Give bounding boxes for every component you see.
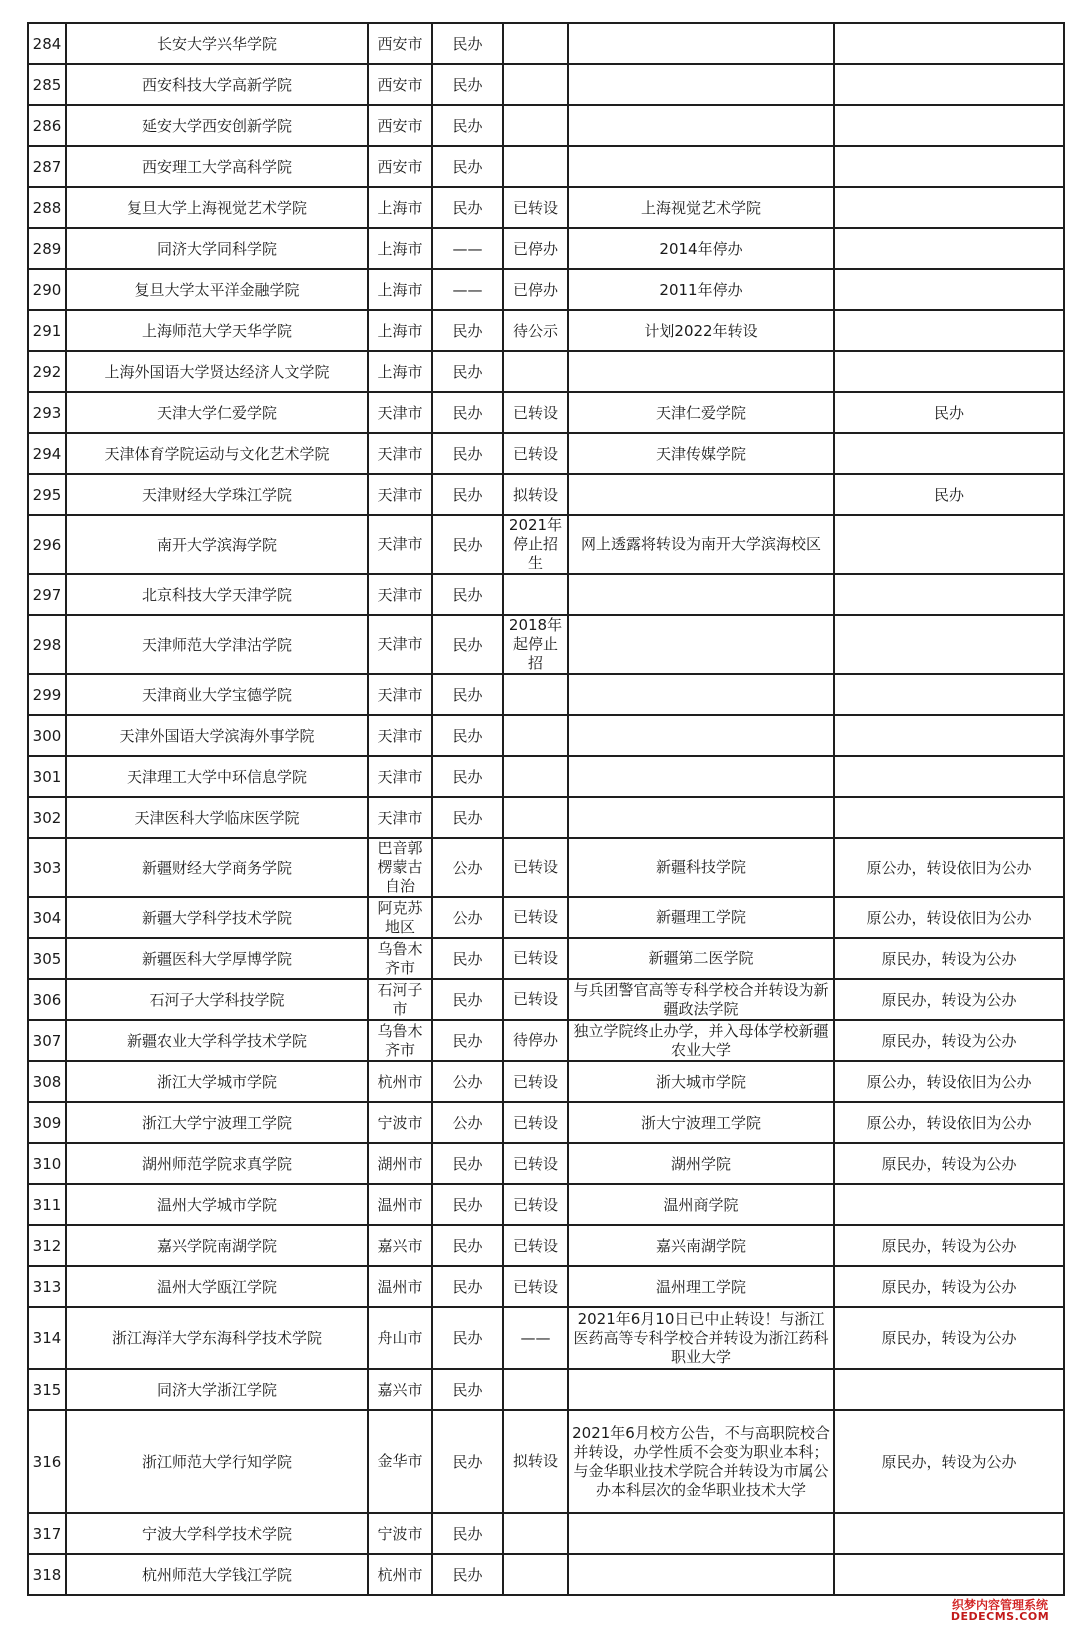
cell-no: 308 bbox=[28, 1061, 66, 1102]
cell-type: 民办 bbox=[432, 674, 503, 715]
cell-city: 天津市 bbox=[368, 574, 432, 615]
cell-status: 已转设 bbox=[503, 938, 568, 979]
table-row bbox=[28, 1184, 1064, 1225]
table-row bbox=[28, 1410, 1064, 1513]
table-row bbox=[28, 1307, 1064, 1369]
cell-nature bbox=[834, 1513, 1064, 1554]
cell-name: 同济大学同科学院 bbox=[66, 228, 368, 269]
cell-type: 民办 bbox=[432, 615, 503, 674]
cell-city: 阿克苏地区 bbox=[368, 897, 432, 938]
cell-city: 上海市 bbox=[368, 351, 432, 392]
cell-nature bbox=[834, 433, 1064, 474]
cell-city: 天津市 bbox=[368, 674, 432, 715]
cell-nature: 原公办，转设依旧为公办 bbox=[834, 838, 1064, 897]
cell-type: 民办 bbox=[432, 1554, 503, 1595]
cell-nature: 原民办，转设为公办 bbox=[834, 1307, 1064, 1369]
cell-nature bbox=[834, 715, 1064, 756]
cell-city: 金华市 bbox=[368, 1410, 432, 1513]
cell-nature bbox=[834, 1554, 1064, 1595]
cell-type: 民办 bbox=[432, 433, 503, 474]
table-row bbox=[28, 310, 1064, 351]
cell-city: 天津市 bbox=[368, 715, 432, 756]
table-row bbox=[28, 938, 1064, 979]
cell-note bbox=[568, 756, 834, 797]
table-row bbox=[28, 1513, 1064, 1554]
cell-note: 与兵团警官高等专科学校合并转设为新疆政法学院 bbox=[568, 979, 834, 1020]
cell-no: 287 bbox=[28, 146, 66, 187]
cell-no: 304 bbox=[28, 897, 66, 938]
cell-name: 天津商业大学宝德学院 bbox=[66, 674, 368, 715]
cell-no: 295 bbox=[28, 474, 66, 515]
cell-no: 316 bbox=[28, 1410, 66, 1513]
cell-type: 民办 bbox=[432, 64, 503, 105]
cell-note: 天津传媒学院 bbox=[568, 433, 834, 474]
cell-status: 已转设 bbox=[503, 838, 568, 897]
cell-note: 浙大城市学院 bbox=[568, 1061, 834, 1102]
cell-type: 民办 bbox=[432, 392, 503, 433]
cell-type: 民办 bbox=[432, 1410, 503, 1513]
table-row bbox=[28, 1369, 1064, 1410]
cell-name: 温州大学城市学院 bbox=[66, 1184, 368, 1225]
cell-city: 嘉兴市 bbox=[368, 1225, 432, 1266]
cell-no: 296 bbox=[28, 515, 66, 574]
cell-no: 297 bbox=[28, 574, 66, 615]
table-row bbox=[28, 1225, 1064, 1266]
cell-status bbox=[503, 715, 568, 756]
cell-name: 延安大学西安创新学院 bbox=[66, 105, 368, 146]
site-watermark bbox=[932, 1599, 1068, 1623]
cell-nature: 原民办，转设为公办 bbox=[834, 1225, 1064, 1266]
cell-name: 宁波大学科学技术学院 bbox=[66, 1513, 368, 1554]
cell-name: 新疆医科大学厚博学院 bbox=[66, 938, 368, 979]
cell-status bbox=[503, 351, 568, 392]
cell-city: 温州市 bbox=[368, 1266, 432, 1307]
cell-type: 民办 bbox=[432, 351, 503, 392]
cell-type: 民办 bbox=[432, 797, 503, 838]
cell-city: 上海市 bbox=[368, 310, 432, 351]
cell-city: 温州市 bbox=[368, 1184, 432, 1225]
cell-nature bbox=[834, 146, 1064, 187]
cell-city: 杭州市 bbox=[368, 1061, 432, 1102]
colleges-table bbox=[27, 22, 1065, 1596]
cell-nature bbox=[834, 105, 1064, 146]
table-row bbox=[28, 515, 1064, 574]
cell-nature bbox=[834, 351, 1064, 392]
cell-status: 已转设 bbox=[503, 1061, 568, 1102]
cell-city: 巴音郭楞蒙古自治 bbox=[368, 838, 432, 897]
watermark-en: DEDECMS.COM bbox=[950, 1610, 1050, 1624]
cell-no: 302 bbox=[28, 797, 66, 838]
cell-status bbox=[503, 64, 568, 105]
cell-type: 民办 bbox=[432, 1225, 503, 1266]
cell-type: 公办 bbox=[432, 838, 503, 897]
cell-type: —— bbox=[432, 269, 503, 310]
cell-name: 天津医科大学临床医学院 bbox=[66, 797, 368, 838]
cell-no: 317 bbox=[28, 1513, 66, 1554]
cell-city: 乌鲁木齐市 bbox=[368, 938, 432, 979]
cell-type: 民办 bbox=[432, 1020, 503, 1061]
cell-note: 浙大宁波理工学院 bbox=[568, 1102, 834, 1143]
table-row bbox=[28, 1061, 1064, 1102]
cell-city: 舟山市 bbox=[368, 1307, 432, 1369]
cell-name: 天津大学仁爱学院 bbox=[66, 392, 368, 433]
cell-status: 已转设 bbox=[503, 392, 568, 433]
table-row bbox=[28, 64, 1064, 105]
cell-no: 311 bbox=[28, 1184, 66, 1225]
cell-type: 民办 bbox=[432, 979, 503, 1020]
cell-status: 已转设 bbox=[503, 897, 568, 938]
cell-type: 民办 bbox=[432, 756, 503, 797]
cell-type: 民办 bbox=[432, 105, 503, 146]
cell-status: 已转设 bbox=[503, 1102, 568, 1143]
cell-type: 民办 bbox=[432, 23, 503, 64]
cell-status: —— bbox=[503, 1307, 568, 1369]
cell-note: 网上透露将转设为南开大学滨海校区 bbox=[568, 515, 834, 574]
cell-no: 306 bbox=[28, 979, 66, 1020]
cell-nature: 原民办，转设为公办 bbox=[834, 1020, 1064, 1061]
cell-no: 299 bbox=[28, 674, 66, 715]
table-row bbox=[28, 146, 1064, 187]
table-row bbox=[28, 1554, 1064, 1595]
cell-status: 已转设 bbox=[503, 979, 568, 1020]
cell-name: 新疆财经大学商务学院 bbox=[66, 838, 368, 897]
cell-city: 杭州市 bbox=[368, 1554, 432, 1595]
cell-type: 民办 bbox=[432, 187, 503, 228]
cell-name: 西安理工大学高科学院 bbox=[66, 146, 368, 187]
cell-note: 独立学院终止办学，并入母体学校新疆农业大学 bbox=[568, 1020, 834, 1061]
cell-type: 民办 bbox=[432, 310, 503, 351]
cell-no: 310 bbox=[28, 1143, 66, 1184]
cell-nature: 原民办，转设为公办 bbox=[834, 1266, 1064, 1307]
cell-status bbox=[503, 1513, 568, 1554]
cell-note bbox=[568, 23, 834, 64]
cell-no: 309 bbox=[28, 1102, 66, 1143]
cell-status bbox=[503, 1369, 568, 1410]
cell-city: 宁波市 bbox=[368, 1102, 432, 1143]
cell-city: 上海市 bbox=[368, 269, 432, 310]
cell-nature bbox=[834, 1369, 1064, 1410]
cell-note bbox=[568, 674, 834, 715]
cell-status: 已停办 bbox=[503, 269, 568, 310]
cell-name: 天津理工大学中环信息学院 bbox=[66, 756, 368, 797]
cell-note: 新疆科技学院 bbox=[568, 838, 834, 897]
cell-name: 温州大学瓯江学院 bbox=[66, 1266, 368, 1307]
cell-note bbox=[568, 105, 834, 146]
cell-nature bbox=[834, 310, 1064, 351]
cell-nature: 原民办，转设为公办 bbox=[834, 1143, 1064, 1184]
cell-no: 303 bbox=[28, 838, 66, 897]
cell-name: 天津外国语大学滨海外事学院 bbox=[66, 715, 368, 756]
cell-no: 307 bbox=[28, 1020, 66, 1061]
cell-name: 上海师范大学天华学院 bbox=[66, 310, 368, 351]
cell-no: 300 bbox=[28, 715, 66, 756]
cell-nature: 民办 bbox=[834, 392, 1064, 433]
table-row bbox=[28, 351, 1064, 392]
cell-status: 已转设 bbox=[503, 433, 568, 474]
cell-note: 天津仁爱学院 bbox=[568, 392, 834, 433]
cell-status: 2018年起停止招 bbox=[503, 615, 568, 674]
cell-city: 上海市 bbox=[368, 228, 432, 269]
cell-nature: 民办 bbox=[834, 474, 1064, 515]
cell-type: 民办 bbox=[432, 1143, 503, 1184]
cell-type: 民办 bbox=[432, 1184, 503, 1225]
cell-status bbox=[503, 1554, 568, 1595]
cell-nature bbox=[834, 615, 1064, 674]
table-row bbox=[28, 756, 1064, 797]
cell-note: 新疆第二医学院 bbox=[568, 938, 834, 979]
cell-name: 天津体育学院运动与文化艺术学院 bbox=[66, 433, 368, 474]
cell-name: 复旦大学上海视觉艺术学院 bbox=[66, 187, 368, 228]
cell-note: 嘉兴南湖学院 bbox=[568, 1225, 834, 1266]
table-row bbox=[28, 1266, 1064, 1307]
cell-name: 浙江师范大学行知学院 bbox=[66, 1410, 368, 1513]
cell-note: 2021年6月10日已中止转设！与浙江医药高等专科学校合并转设为浙江药科职业大学 bbox=[568, 1307, 834, 1369]
cell-nature bbox=[834, 674, 1064, 715]
cell-type: —— bbox=[432, 228, 503, 269]
cell-name: 石河子大学科技学院 bbox=[66, 979, 368, 1020]
cell-nature bbox=[834, 23, 1064, 64]
table-row bbox=[28, 979, 1064, 1020]
cell-type: 民办 bbox=[432, 1513, 503, 1554]
watermark-cn: 织梦内容管理系统 bbox=[951, 1597, 1048, 1612]
cell-city: 西安市 bbox=[368, 105, 432, 146]
cell-note: 温州理工学院 bbox=[568, 1266, 834, 1307]
cell-note: 2014年停办 bbox=[568, 228, 834, 269]
cell-type: 民办 bbox=[432, 574, 503, 615]
cell-nature bbox=[834, 797, 1064, 838]
cell-status bbox=[503, 756, 568, 797]
cell-no: 305 bbox=[28, 938, 66, 979]
cell-name: 浙江大学城市学院 bbox=[66, 1061, 368, 1102]
cell-name: 长安大学兴华学院 bbox=[66, 23, 368, 64]
cell-status: 已转设 bbox=[503, 1184, 568, 1225]
cell-no: 284 bbox=[28, 23, 66, 64]
cell-note bbox=[568, 574, 834, 615]
cell-no: 289 bbox=[28, 228, 66, 269]
cell-note: 2011年停办 bbox=[568, 269, 834, 310]
cell-status: 已转设 bbox=[503, 1225, 568, 1266]
cell-note bbox=[568, 1513, 834, 1554]
cell-type: 民办 bbox=[432, 1369, 503, 1410]
cell-nature: 原公办，转设依旧为公办 bbox=[834, 897, 1064, 938]
cell-no: 291 bbox=[28, 310, 66, 351]
cell-city: 石河子市 bbox=[368, 979, 432, 1020]
cell-name: 西安科技大学高新学院 bbox=[66, 64, 368, 105]
cell-type: 民办 bbox=[432, 1266, 503, 1307]
table-row bbox=[28, 1102, 1064, 1143]
cell-status: 拟转设 bbox=[503, 474, 568, 515]
table-row bbox=[28, 392, 1064, 433]
cell-city: 西安市 bbox=[368, 23, 432, 64]
table-row bbox=[28, 433, 1064, 474]
cell-type: 民办 bbox=[432, 715, 503, 756]
cell-nature: 原民办，转设为公办 bbox=[834, 938, 1064, 979]
cell-note bbox=[568, 1369, 834, 1410]
cell-no: 294 bbox=[28, 433, 66, 474]
table-row bbox=[28, 1020, 1064, 1061]
cell-no: 290 bbox=[28, 269, 66, 310]
table-row bbox=[28, 23, 1064, 64]
cell-name: 杭州师范大学钱江学院 bbox=[66, 1554, 368, 1595]
cell-city: 乌鲁木齐市 bbox=[368, 1020, 432, 1061]
cell-note bbox=[568, 797, 834, 838]
cell-note: 2021年6月校方公告，不与高职院校合并转设，办学性质不会变为职业本科；与金华职业技术学院合并转设为市属公办本科层次的金华职业技术大学 bbox=[568, 1410, 834, 1513]
cell-nature: 原民办，转设为公办 bbox=[834, 979, 1064, 1020]
cell-city: 天津市 bbox=[368, 615, 432, 674]
cell-type: 民办 bbox=[432, 146, 503, 187]
cell-nature: 原民办，转设为公办 bbox=[834, 1410, 1064, 1513]
cell-no: 298 bbox=[28, 615, 66, 674]
cell-nature: 原公办，转设依旧为公办 bbox=[834, 1102, 1064, 1143]
cell-status bbox=[503, 674, 568, 715]
cell-city: 西安市 bbox=[368, 64, 432, 105]
cell-note bbox=[568, 64, 834, 105]
cell-nature bbox=[834, 515, 1064, 574]
cell-name: 浙江海洋大学东海科学技术学院 bbox=[66, 1307, 368, 1369]
cell-no: 314 bbox=[28, 1307, 66, 1369]
cell-city: 宁波市 bbox=[368, 1513, 432, 1554]
cell-name: 嘉兴学院南湖学院 bbox=[66, 1225, 368, 1266]
cell-no: 313 bbox=[28, 1266, 66, 1307]
cell-name: 北京科技大学天津学院 bbox=[66, 574, 368, 615]
cell-nature: 原公办，转设依旧为公办 bbox=[834, 1061, 1064, 1102]
cell-no: 292 bbox=[28, 351, 66, 392]
cell-name: 新疆大学科学技术学院 bbox=[66, 897, 368, 938]
cell-note: 湖州学院 bbox=[568, 1143, 834, 1184]
cell-note bbox=[568, 146, 834, 187]
table-row bbox=[28, 1143, 1064, 1184]
cell-name: 湖州师范学院求真学院 bbox=[66, 1143, 368, 1184]
cell-no: 293 bbox=[28, 392, 66, 433]
table-row bbox=[28, 187, 1064, 228]
table-row bbox=[28, 269, 1064, 310]
cell-status: 已转设 bbox=[503, 1143, 568, 1184]
cell-status: 拟转设 bbox=[503, 1410, 568, 1513]
cell-status bbox=[503, 105, 568, 146]
cell-note bbox=[568, 351, 834, 392]
cell-city: 上海市 bbox=[368, 187, 432, 228]
table-row bbox=[28, 674, 1064, 715]
cell-nature bbox=[834, 228, 1064, 269]
cell-name: 同济大学浙江学院 bbox=[66, 1369, 368, 1410]
cell-name: 浙江大学宁波理工学院 bbox=[66, 1102, 368, 1143]
cell-name: 天津财经大学珠江学院 bbox=[66, 474, 368, 515]
table-row bbox=[28, 474, 1064, 515]
cell-note: 计划2022年转设 bbox=[568, 310, 834, 351]
cell-city: 湖州市 bbox=[368, 1143, 432, 1184]
cell-nature bbox=[834, 1184, 1064, 1225]
cell-note: 新疆理工学院 bbox=[568, 897, 834, 938]
cell-city: 天津市 bbox=[368, 756, 432, 797]
cell-status: 待停办 bbox=[503, 1020, 568, 1061]
cell-status: 已转设 bbox=[503, 1266, 568, 1307]
cell-city: 嘉兴市 bbox=[368, 1369, 432, 1410]
cell-note: 上海视觉艺术学院 bbox=[568, 187, 834, 228]
cell-city: 天津市 bbox=[368, 392, 432, 433]
table-row bbox=[28, 715, 1064, 756]
table-row bbox=[28, 615, 1064, 674]
cell-name: 新疆农业大学科学技术学院 bbox=[66, 1020, 368, 1061]
cell-nature bbox=[834, 756, 1064, 797]
cell-status: 已停办 bbox=[503, 228, 568, 269]
table-row bbox=[28, 105, 1064, 146]
cell-name: 天津师范大学津沽学院 bbox=[66, 615, 368, 674]
cell-no: 285 bbox=[28, 64, 66, 105]
cell-note bbox=[568, 715, 834, 756]
cell-name: 上海外国语大学贤达经济人文学院 bbox=[66, 351, 368, 392]
cell-city: 西安市 bbox=[368, 146, 432, 187]
cell-nature bbox=[834, 269, 1064, 310]
cell-status bbox=[503, 23, 568, 64]
table-row bbox=[28, 228, 1064, 269]
cell-city: 天津市 bbox=[368, 797, 432, 838]
cell-no: 318 bbox=[28, 1554, 66, 1595]
cell-name: 南开大学滨海学院 bbox=[66, 515, 368, 574]
cell-status bbox=[503, 146, 568, 187]
cell-nature bbox=[834, 574, 1064, 615]
table-body bbox=[28, 23, 1064, 1595]
cell-no: 312 bbox=[28, 1225, 66, 1266]
cell-no: 315 bbox=[28, 1369, 66, 1410]
cell-note bbox=[568, 474, 834, 515]
cell-note bbox=[568, 1554, 834, 1595]
cell-status bbox=[503, 797, 568, 838]
cell-note bbox=[568, 615, 834, 674]
table-row bbox=[28, 897, 1064, 938]
cell-status: 已转设 bbox=[503, 187, 568, 228]
cell-type: 公办 bbox=[432, 1102, 503, 1143]
cell-status bbox=[503, 574, 568, 615]
cell-no: 301 bbox=[28, 756, 66, 797]
cell-no: 288 bbox=[28, 187, 66, 228]
cell-city: 天津市 bbox=[368, 433, 432, 474]
cell-city: 天津市 bbox=[368, 474, 432, 515]
cell-nature bbox=[834, 187, 1064, 228]
cell-status: 2021年停止招生 bbox=[503, 515, 568, 574]
cell-status: 待公示 bbox=[503, 310, 568, 351]
table-row bbox=[28, 797, 1064, 838]
table-row bbox=[28, 574, 1064, 615]
cell-type: 公办 bbox=[432, 897, 503, 938]
cell-type: 民办 bbox=[432, 474, 503, 515]
cell-note: 温州商学院 bbox=[568, 1184, 834, 1225]
cell-name: 复旦大学太平洋金融学院 bbox=[66, 269, 368, 310]
cell-type: 民办 bbox=[432, 515, 503, 574]
cell-nature bbox=[834, 64, 1064, 105]
cell-no: 286 bbox=[28, 105, 66, 146]
table-row bbox=[28, 838, 1064, 897]
cell-type: 民办 bbox=[432, 938, 503, 979]
cell-type: 公办 bbox=[432, 1061, 503, 1102]
cell-type: 民办 bbox=[432, 1307, 503, 1369]
cell-city: 天津市 bbox=[368, 515, 432, 574]
